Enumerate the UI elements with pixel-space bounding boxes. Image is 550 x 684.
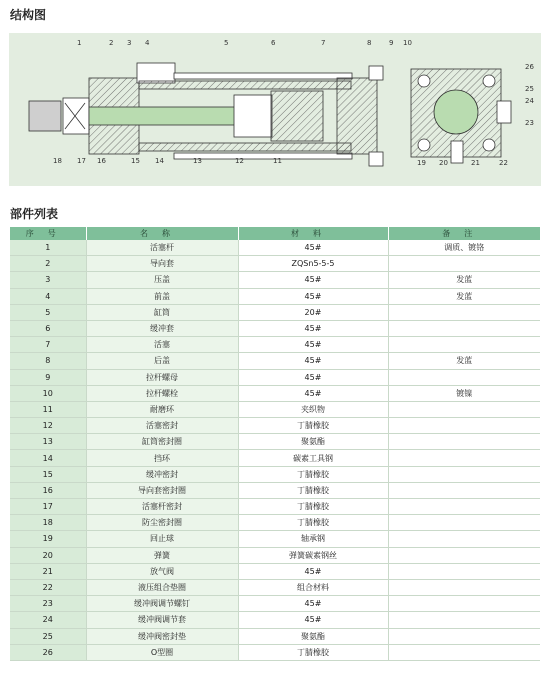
row-material: 45#	[238, 240, 388, 256]
row-material: 丁腈橡胶	[238, 482, 388, 498]
row-name: 缓冲阀调节套	[86, 612, 238, 628]
tie-rod-top	[174, 73, 352, 79]
row-no: 1	[10, 240, 86, 256]
cushion-valve	[497, 101, 511, 123]
callout-1: 1	[77, 39, 82, 47]
row-note	[388, 337, 540, 353]
tie-rod-nut-top	[369, 66, 383, 80]
row-no: 5	[10, 304, 86, 320]
row-material: 45#	[238, 288, 388, 304]
row-material: 45#	[238, 337, 388, 353]
row-name: 放气阀	[86, 563, 238, 579]
callout-2: 2	[109, 39, 114, 47]
row-no: 3	[10, 272, 86, 288]
row-no: 14	[10, 450, 86, 466]
callout-22: 22	[499, 159, 508, 167]
cylinder-structure-drawing	[9, 33, 541, 186]
row-name: 拉杆螺母	[86, 369, 238, 385]
table-row	[10, 353, 540, 369]
row-material: 弹簧碳素钢丝	[238, 547, 388, 563]
row-material: 丁腈橡胶	[238, 418, 388, 434]
row-name: 活塞	[86, 337, 238, 353]
row-name: 活塞密封	[86, 418, 238, 434]
barrel-bottom	[139, 143, 351, 151]
row-no: 18	[10, 515, 86, 531]
header-note: 备注	[388, 227, 540, 240]
row-no: 25	[10, 628, 86, 644]
row-no: 15	[10, 466, 86, 482]
table-row	[10, 547, 540, 563]
row-note	[388, 401, 540, 417]
row-no: 2	[10, 256, 86, 272]
row-no: 7	[10, 337, 86, 353]
row-name: 缸筒	[86, 304, 238, 320]
row-note	[388, 628, 540, 644]
callout-21: 21	[471, 159, 480, 167]
rod-end	[29, 101, 61, 131]
rear-cap	[337, 78, 377, 154]
table-row	[10, 612, 540, 628]
row-note	[388, 547, 540, 563]
callout-26: 26	[525, 63, 534, 71]
table-row	[10, 466, 540, 482]
row-material: 轴承钢	[238, 531, 388, 547]
callout-3: 3	[127, 39, 132, 47]
callout-17: 17	[77, 157, 86, 165]
row-material: 碳素工具钢	[238, 450, 388, 466]
row-name: 耐磨环	[86, 401, 238, 417]
row-no: 4	[10, 288, 86, 304]
row-name: 防尘密封圈	[86, 515, 238, 531]
table-row	[10, 563, 540, 579]
row-no: 13	[10, 434, 86, 450]
row-note	[388, 579, 540, 595]
row-name: 活塞杆	[86, 240, 238, 256]
row-note: 调质、镀铬	[388, 240, 540, 256]
table-row	[10, 628, 540, 644]
row-material: 45#	[238, 612, 388, 628]
row-name: 拉杆螺栓	[86, 385, 238, 401]
row-note	[388, 466, 540, 482]
row-no: 17	[10, 499, 86, 515]
table-row	[10, 288, 540, 304]
row-note	[388, 612, 540, 628]
row-name: 液压组合垫圈	[86, 579, 238, 595]
table-row	[10, 596, 540, 612]
row-name: 缓冲阀密封垫	[86, 628, 238, 644]
row-material: ZQSn5-5-5	[238, 256, 388, 272]
callout-15: 15	[131, 157, 140, 165]
row-note	[388, 256, 540, 272]
parts-table-header	[10, 227, 540, 240]
row-name: 导向套密封圈	[86, 482, 238, 498]
row-note	[388, 434, 540, 450]
table-row	[10, 401, 540, 417]
table-row	[10, 256, 540, 272]
row-name: 回止球	[86, 531, 238, 547]
row-no: 19	[10, 531, 86, 547]
table-row	[10, 369, 540, 385]
callout-14: 14	[155, 157, 164, 165]
row-note	[388, 304, 540, 320]
row-note: 发蓝	[388, 272, 540, 288]
table-row	[10, 304, 540, 320]
header-material: 材料	[238, 227, 388, 240]
table-row	[10, 434, 540, 450]
callout-9: 9	[389, 39, 394, 47]
row-material: 45#	[238, 596, 388, 612]
row-note	[388, 531, 540, 547]
parts-table	[10, 227, 540, 661]
row-name: 前盖	[86, 288, 238, 304]
row-name: 缸筒密封圈	[86, 434, 238, 450]
row-material: 丁腈橡胶	[238, 644, 388, 660]
row-material: 聚氨酯	[238, 434, 388, 450]
piston	[271, 91, 323, 141]
row-name: 挡环	[86, 450, 238, 466]
callout-16: 16	[97, 157, 106, 165]
row-note	[388, 482, 540, 498]
callout-6: 6	[271, 39, 276, 47]
row-material: 丁腈橡胶	[238, 466, 388, 482]
row-no: 22	[10, 579, 86, 595]
callout-24: 24	[525, 97, 534, 105]
row-no: 26	[10, 644, 86, 660]
callout-23: 23	[525, 119, 534, 127]
row-no: 12	[10, 418, 86, 434]
row-material: 丁腈橡胶	[238, 515, 388, 531]
row-material: 45#	[238, 563, 388, 579]
row-material: 45#	[238, 272, 388, 288]
cushion-sleeve	[234, 95, 272, 137]
table-row	[10, 320, 540, 336]
port-front	[137, 63, 175, 83]
callout-25: 25	[525, 85, 534, 93]
barrel-top	[139, 81, 351, 89]
table-row	[10, 482, 540, 498]
row-no: 16	[10, 482, 86, 498]
row-no: 9	[10, 369, 86, 385]
tie-rod-nut-bottom	[369, 152, 383, 166]
row-note	[388, 563, 540, 579]
row-no: 11	[10, 401, 86, 417]
callout-8: 8	[367, 39, 372, 47]
callout-19: 19	[417, 159, 426, 167]
callout-10: 10	[403, 39, 412, 47]
structure-title: 结构图	[10, 8, 47, 22]
callout-13: 13	[193, 157, 202, 165]
callout-11: 11	[273, 157, 282, 165]
table-row	[10, 272, 540, 288]
row-name: 缓冲阀调节螺钉	[86, 596, 238, 612]
end-view-bore	[434, 90, 478, 134]
row-note: 发蓝	[388, 353, 540, 369]
header-no: 序号	[10, 227, 86, 240]
header-name: 名称	[86, 227, 238, 240]
table-row	[10, 450, 540, 466]
row-material: 45#	[238, 353, 388, 369]
row-note	[388, 515, 540, 531]
row-note	[388, 499, 540, 515]
table-row	[10, 337, 540, 353]
row-material: 丁腈橡胶	[238, 499, 388, 515]
row-no: 21	[10, 563, 86, 579]
callout-12: 12	[235, 157, 244, 165]
row-note	[388, 450, 540, 466]
table-row	[10, 531, 540, 547]
row-material: 45#	[238, 385, 388, 401]
row-name: O型圈	[86, 644, 238, 660]
row-note	[388, 320, 540, 336]
row-material: 45#	[238, 369, 388, 385]
row-name: 弹簧	[86, 547, 238, 563]
drawing-svg	[9, 33, 541, 186]
table-row	[10, 385, 540, 401]
table-row	[10, 418, 540, 434]
row-name: 后盖	[86, 353, 238, 369]
table-row	[10, 579, 540, 595]
row-material: 20#	[238, 304, 388, 320]
row-note: 发蓝	[388, 288, 540, 304]
callout-20: 20	[439, 159, 448, 167]
row-note: 镀镍	[388, 385, 540, 401]
table-row	[10, 240, 540, 256]
row-material: 组合材料	[238, 579, 388, 595]
row-no: 20	[10, 547, 86, 563]
row-name: 活塞杆密封	[86, 499, 238, 515]
row-note	[388, 418, 540, 434]
row-note	[388, 369, 540, 385]
row-note	[388, 596, 540, 612]
parts-list-title: 部件列表	[10, 207, 59, 221]
callout-4: 4	[145, 39, 150, 47]
callout-7: 7	[321, 39, 326, 47]
row-name: 压盖	[86, 272, 238, 288]
row-name: 导向套	[86, 256, 238, 272]
row-no: 23	[10, 596, 86, 612]
table-row	[10, 515, 540, 531]
row-name: 缓冲套	[86, 320, 238, 336]
bleed-valve	[451, 141, 463, 163]
row-material: 聚氨酯	[238, 628, 388, 644]
row-material: 夹织物	[238, 401, 388, 417]
row-no: 10	[10, 385, 86, 401]
row-material: 45#	[238, 320, 388, 336]
row-no: 6	[10, 320, 86, 336]
callout-18: 18	[53, 157, 62, 165]
callout-5: 5	[224, 39, 229, 47]
parts-table-body	[10, 240, 540, 660]
row-note	[388, 644, 540, 660]
table-row	[10, 499, 540, 515]
row-name: 缓冲密封	[86, 466, 238, 482]
table-row	[10, 644, 540, 660]
row-no: 8	[10, 353, 86, 369]
row-no: 24	[10, 612, 86, 628]
